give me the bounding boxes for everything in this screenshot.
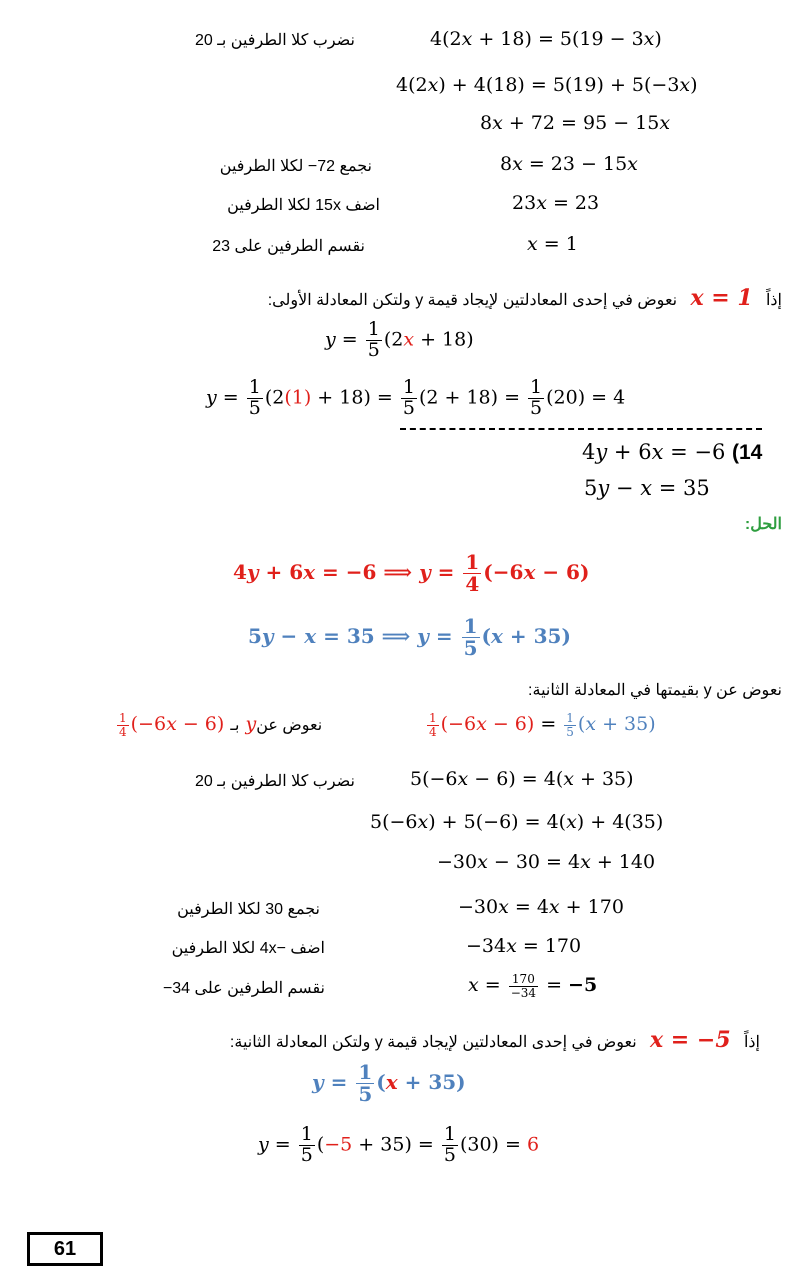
problem-14-eq-b: 5y − x = 35 xyxy=(584,476,710,500)
substitution-note: $\frac{1}{4}$ (−6x − 6) بـ yنعوض عن xyxy=(119,711,323,739)
step-note-add-15x: اضف 15x لكلا الطرفين xyxy=(227,197,380,214)
blue-equation: 5y − x = 35 ⟹ y = $\frac{1}{5}$ (x + 35) xyxy=(248,614,571,660)
step-line-6: x = $\frac{170}{-34}$ = −5 xyxy=(468,972,598,1000)
step-note-add-72: نجمع 72− لكلا الطرفين xyxy=(219,158,372,175)
step-note-divide-34: نقسم الطرفين على 34− xyxy=(162,980,325,997)
section-divider xyxy=(400,428,762,430)
final-line-1: y = $\frac{1}{5}$ (x + 35) xyxy=(312,1060,466,1106)
step-note-divide-23: نقسم الطرفين على 23 xyxy=(212,238,365,255)
final-line-2: y = $\frac{1}{5}$ (−5 + 35) = $\frac{1}{5}$ (30) = 6 xyxy=(258,1123,540,1166)
problem-14-eq-a: 4y + 6x = −6 (14 xyxy=(582,440,763,464)
page-number: 61 xyxy=(27,1232,103,1266)
solution-label: الحل: xyxy=(744,516,782,533)
step-note-add-minus-4x: اضف −4x لكلا الطرفين xyxy=(171,940,325,957)
step-note-multiply-20-b: نضرب كلا الطرفين بـ 20 xyxy=(194,773,355,790)
equation-line-6: x = 1 xyxy=(527,233,578,255)
equation-line-2: 4(2x) + 4(18) = 5(19) + 5(−3x) xyxy=(396,74,698,96)
substitution-equation: $\frac{1}{4}$ (−6x − 6) = $\frac{1}{5}$ (x + 35) xyxy=(429,711,656,739)
step-line-1: 5(−6x − 6) = 4(x + 35) xyxy=(410,768,634,790)
equation-line-1: 4(2x + 18) = 5(19 − 3x) xyxy=(430,28,662,50)
equation-line-3: 8x + 72 = 95 − 15x xyxy=(480,112,671,134)
step-line-2: 5(−6x) + 5(−6) = 4(x) + 4(35) xyxy=(370,811,664,833)
substitution-line-1: y = $\frac{1}{5}$ (2x + 18) xyxy=(325,318,474,361)
conclusion-x-equals-1: إذاً x = 1 نعوض في إحدى المعادلتين لإيجاد قيمة y ولتكن المعادلة الأولى: xyxy=(267,285,782,311)
substitution-line-2: y = $\frac{1}{5}$ (2(1) + 18) = $\frac{1}{5}$ (2 + 18) = $\frac{1}{5}$ (20) = 4 xyxy=(206,376,626,419)
step-line-3: −30x − 30 = 4x + 140 xyxy=(437,851,656,873)
step-note-multiply-20: نضرب كلا الطرفين بـ 20 xyxy=(194,32,355,49)
step-line-4: −30x = 4x + 170 xyxy=(458,896,624,918)
conclusion-x-equals-minus-5: إذاً x = −5 نعوض في إحدى المعادلتين لإيجاد قيمة y ولتكن المعادلة الثانية: xyxy=(229,1027,760,1053)
equation-line-5: 23x = 23 xyxy=(512,192,600,214)
red-equation: 4y + 6x = −6 ⟹ y = $\frac{1}{4}$ (−6x − 6) xyxy=(233,550,590,596)
substitute-instruction: نعوض عن y بقيمتها في المعادلة الثانية: xyxy=(528,682,782,699)
step-note-add-30: نجمع 30 لكلا الطرفين xyxy=(177,901,320,918)
equation-line-4: 8x = 23 − 15x xyxy=(500,153,638,175)
step-line-5: −34x = 170 xyxy=(466,935,582,957)
